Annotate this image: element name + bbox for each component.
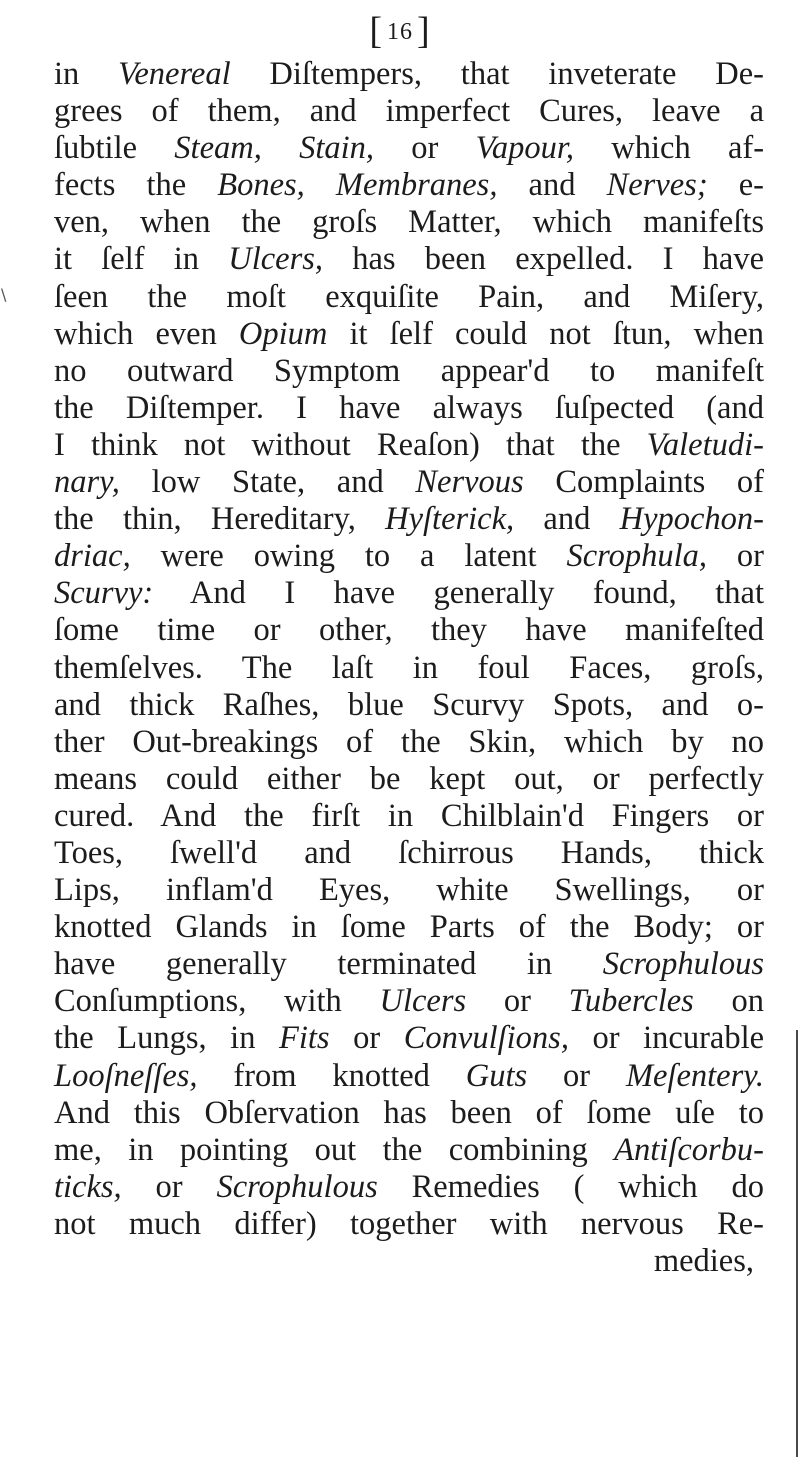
text-run: Toes, ſwell'd and ſchirrous Hands, thick [54, 834, 764, 871]
italic-text: Membranes, [335, 167, 498, 204]
page-bracket-open: [ [369, 10, 383, 52]
text-line [54, 724, 764, 761]
text-line [54, 798, 764, 835]
text-line [54, 1132, 764, 1169]
italic-text: Scrophulous [602, 946, 764, 983]
italic-text: Nervous [415, 464, 524, 501]
text-line [54, 1243, 764, 1280]
text-run: have generally terminated in [54, 946, 603, 983]
text-run: ven, when the groſs Matter, which manifeſts [54, 204, 764, 241]
text-run: no outward Symptom appear'd to manifeſt [54, 352, 764, 389]
italic-text: Hyſterick, [385, 501, 515, 538]
text-run: And this Obſervation has been of ſome uſe to [54, 1094, 764, 1131]
text-line [54, 167, 764, 204]
text-line [54, 872, 764, 909]
body-text [54, 56, 764, 1280]
text-line [54, 909, 764, 946]
text-line [54, 390, 764, 427]
page-number-value: 16 [387, 19, 413, 45]
italic-text: Ulcers, [228, 241, 323, 278]
text-line [54, 1095, 764, 1132]
italic-text: Valetudi- [646, 426, 764, 463]
text-run: e- [707, 167, 764, 204]
italic-text: Tubercles [568, 983, 694, 1020]
text-line [54, 612, 764, 649]
text-run: or [527, 1057, 626, 1094]
text-line [54, 1020, 764, 1057]
text-line [54, 575, 764, 612]
italic-text: Stain, [299, 130, 375, 167]
italic-text: Convulſions, [403, 1020, 569, 1057]
margin-mark: \ [1, 285, 7, 304]
text-run: means could either be kept out, or perfectly [54, 760, 764, 797]
italic-text: Fits [279, 1020, 330, 1057]
text-run: me, in pointing out the combining [54, 1131, 615, 1168]
text-run: which even [54, 315, 239, 352]
text-run: and thick Raſhes, blue Scurvy Spots, and o- [54, 686, 764, 723]
text-run: knotted Glands in ſome Parts of the Body; or [54, 909, 764, 946]
text-run: it ſelf in [54, 241, 229, 278]
text-run [305, 167, 336, 203]
italic-text: Vapour, [475, 130, 575, 167]
text-line [54, 204, 764, 241]
text-line [54, 279, 764, 316]
italic-text: Scrophulous [216, 1168, 378, 1205]
text-run: I think not without Reaſon) that the [54, 426, 647, 463]
text-run: or [707, 538, 764, 575]
text-line [54, 93, 764, 130]
text-run: ſome time or other, they have manifeſted [54, 612, 764, 649]
text-run: or [121, 1168, 217, 1205]
text-line [54, 538, 764, 575]
text-run: not much differ) together with nervous Re- [54, 1205, 764, 1242]
italic-text: Hypochon- [619, 501, 764, 538]
text-run: Complaints of [523, 464, 764, 501]
text-line [54, 353, 764, 390]
italic-text: Scurvy: [54, 575, 154, 612]
text-run: from knotted [197, 1057, 466, 1094]
text-run: has been expelled. I have [323, 241, 764, 278]
italic-text: Opium [238, 315, 328, 352]
text-run: the Lungs, in [54, 1020, 279, 1057]
text-line [54, 1169, 764, 1206]
text-run: And I have generally found, that [153, 575, 764, 612]
text-run: Remedies ( which do [377, 1168, 764, 1205]
text-run: Conſumptions, with [54, 983, 380, 1020]
text-run: Diſtempers, that inveterate De- [230, 56, 764, 92]
text-run: Lips, inflam'd Eyes, white Swellings, or [54, 872, 764, 909]
italic-text: Ulcers [379, 983, 467, 1020]
text-line [54, 130, 764, 167]
text-line [54, 501, 764, 538]
text-run: were owing to a latent [130, 538, 567, 575]
text-run: and [514, 501, 620, 538]
text-line [54, 56, 764, 93]
text-run: which af- [574, 130, 765, 167]
italic-text: Nerves; [606, 167, 708, 204]
text-run: in [54, 56, 119, 92]
text-line [54, 687, 764, 724]
text-run: the Diſtemper. I have always ſuſpected (and [54, 389, 764, 426]
text-line [54, 241, 764, 278]
italic-text: Steam, [174, 130, 262, 167]
text-run: the thin, Hereditary, [54, 501, 386, 538]
text-run [262, 130, 299, 166]
italic-text: Bones, [217, 167, 305, 204]
text-line [54, 1206, 764, 1243]
text-line [54, 427, 764, 464]
text-run: medies, [653, 1243, 754, 1279]
text-run: it ſelf could not ſtun, when [327, 315, 764, 352]
text-run: or [374, 130, 476, 167]
page-number [0, 10, 800, 54]
text-line [54, 464, 764, 501]
text-line [54, 316, 764, 353]
text-run: ſeen the moſt exquiſite Pain, and Miſery, [54, 278, 764, 315]
text-run: cured. And the firſt in Chilblain'd Fingers or [54, 797, 764, 834]
text-run: on [693, 983, 765, 1020]
text-line [54, 835, 764, 872]
italic-text: Scrophula, [566, 538, 708, 575]
text-run: or incurable [568, 1020, 765, 1057]
text-line [54, 1058, 764, 1095]
text-line [54, 761, 764, 798]
page-edge-shadow [796, 1030, 798, 1457]
italic-text: driac, [54, 538, 131, 575]
text-run: fects the [54, 167, 218, 204]
text-run: or [329, 1020, 404, 1057]
italic-text: Venereal [118, 56, 231, 92]
italic-text: Guts [465, 1057, 528, 1094]
italic-text: nary, [54, 464, 120, 501]
text-line [54, 983, 764, 1020]
text-run: low State, and [119, 464, 416, 501]
text-run: ſubtile [54, 130, 175, 167]
italic-text: Antiſcorbu- [614, 1131, 764, 1168]
page-bracket-close: ] [417, 10, 431, 52]
text-run: and [497, 167, 607, 204]
text-run: themſelves. The laſt in foul Faces, groſs, [54, 649, 764, 686]
text-run: or [466, 983, 569, 1020]
text-run: ther Out-breakings of the Skin, which by no [54, 723, 764, 760]
text-line [54, 946, 764, 983]
italic-text: ticks, [54, 1168, 122, 1205]
italic-text: Looſneſſes, [54, 1057, 198, 1094]
italic-text: Meſentery. [625, 1057, 764, 1094]
text-line [54, 650, 764, 687]
text-run: grees of them, and imperfect Cures, leave a [54, 93, 764, 130]
